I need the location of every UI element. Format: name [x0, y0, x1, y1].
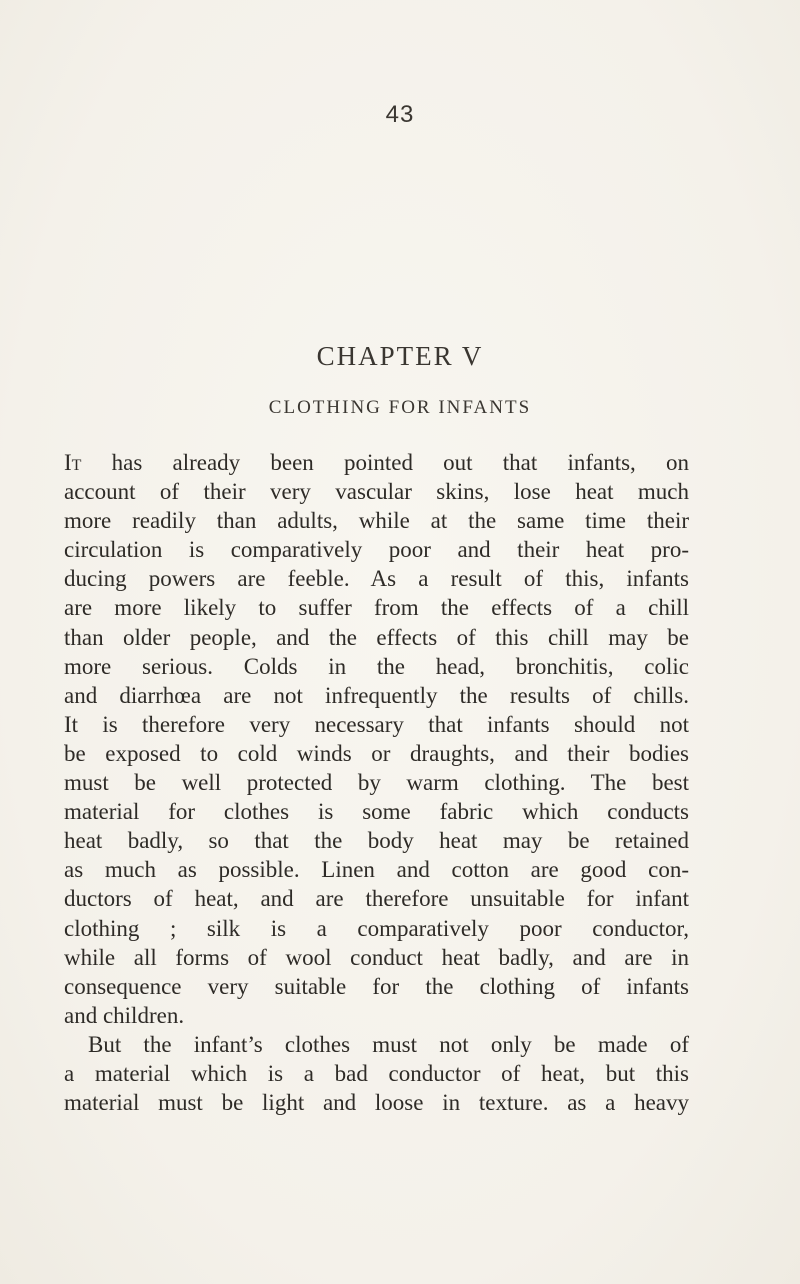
text-line: be exposed to cold winds or draughts, and their bodies	[64, 740, 689, 766]
text-line: ductors of heat, and are therefore unsuitable for infant	[64, 886, 689, 912]
opening-word: It	[64, 450, 82, 475]
text-line: than older people, and the effects of this chill may be	[64, 624, 689, 650]
text-line: But the infant’s clothes must not only be made of	[88, 1031, 689, 1057]
text-line-rest: has already been pointed out that infants, on	[81, 450, 689, 475]
text-line: and children.	[64, 1002, 185, 1028]
text-line: as much as possible. Linen and cotton are good con-	[64, 857, 689, 883]
text-line: ducing powers are feeble. As a result of this, infants	[64, 566, 689, 592]
text-line: a material which is a bad conductor of heat, but this	[64, 1060, 689, 1086]
text-line: circulation is comparatively poor and their heat pro-	[64, 537, 689, 563]
section-title: CLOTHING FOR INFANTS	[268, 397, 532, 418]
text-line: and diarrhœa are not infrequently the results of chills.	[64, 682, 689, 708]
text-line: must be well protected by warm clothing. The best	[64, 770, 689, 796]
page-number: 43	[385, 101, 415, 128]
text-line: more serious. Colds in the head, bronchitis, colic	[64, 653, 689, 679]
text-line: are more likely to suffer from the effects of a chill	[64, 595, 689, 621]
text-line: consequence very suitable for the clothing of infants	[64, 973, 689, 999]
text-line: while all forms of wool conduct heat badly, and are in	[64, 944, 689, 970]
text-line: material must be light and loose in texture. as a heavy	[64, 1090, 689, 1116]
text-line: more readily than adults, while at the same time their	[64, 508, 689, 534]
text-line: It is therefore very necessary that infants should not	[64, 711, 689, 737]
text-line: account of their very vascular skins, lose heat much	[64, 479, 689, 505]
text-line: heat badly, so that the body heat may be retained	[64, 828, 689, 854]
text-line: clothing ; silk is a comparatively poor conductor,	[64, 915, 689, 941]
chapter-title: CHAPTER V	[316, 341, 484, 371]
text-line: material for clothes is some fabric which conducts	[64, 799, 689, 825]
body-text	[64, 448, 689, 1117]
text-line	[64, 448, 689, 477]
